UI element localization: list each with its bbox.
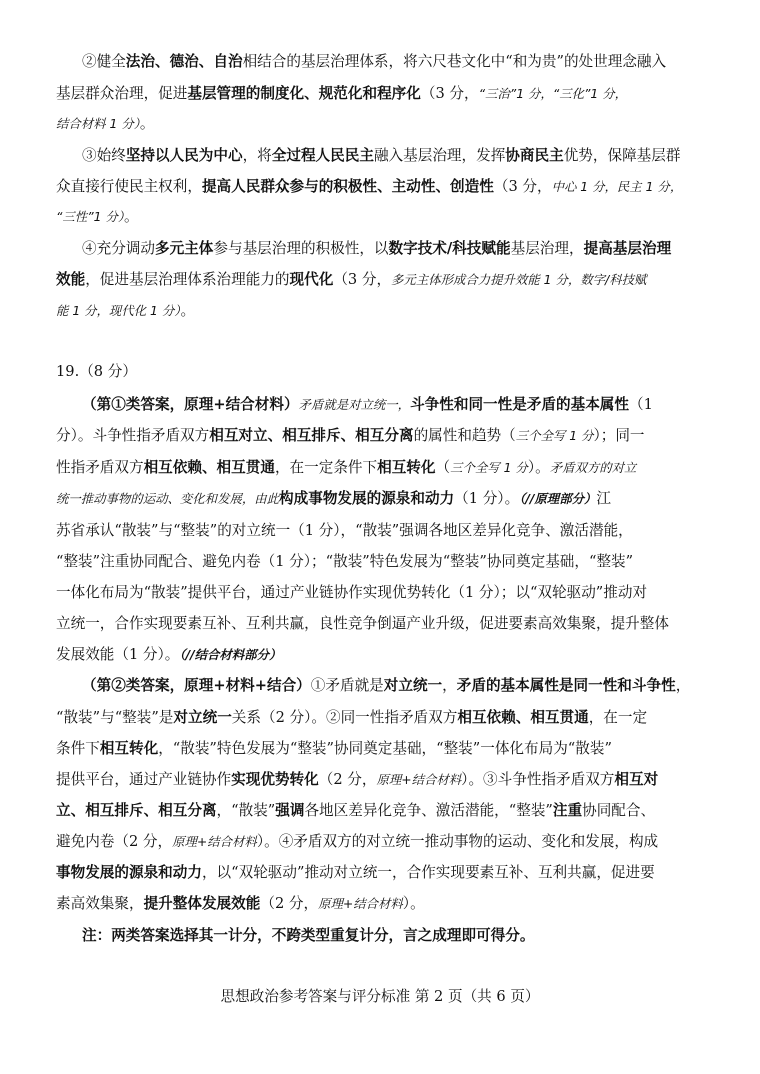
- bold-text: 提高人民群众参与的积极性、主动性、创造性: [201, 178, 494, 195]
- text-line: [0, 832, 760, 852]
- body-text: ①矛盾就是: [310, 677, 384, 694]
- body-text: ，: [442, 677, 457, 694]
- text-line: [0, 146, 760, 166]
- text-line: [0, 614, 760, 634]
- bold-text: 提升整体发展效能: [143, 895, 261, 912]
- body-text: 。: [139, 115, 155, 132]
- text-line: [0, 458, 760, 478]
- body-text: 发展效能（1 分）。: [56, 646, 180, 663]
- page-footer: 思想政治参考答案与评分标准 第 2 页（共 6 页）: [220, 988, 540, 1005]
- body-text: 的属性和趋势（: [413, 427, 516, 444]
- body-text: ，在一定条件下: [274, 459, 378, 476]
- body-text: 融入基层治理，发挥: [373, 147, 506, 164]
- body-text: ②健全: [82, 53, 126, 70]
- bold-text: 注重: [552, 802, 583, 819]
- note-text: 中心 1 分，民主 1 分，: [551, 179, 683, 194]
- note-text: “三性”1 分）: [56, 209, 125, 224]
- text-line: [0, 894, 760, 914]
- body-text: 19.（8 分）: [56, 363, 137, 380]
- text-line: [0, 926, 760, 946]
- bold-text: 多元主体: [154, 240, 214, 257]
- body-text: （2 分，: [318, 771, 377, 788]
- body-text: ，促进基层治理体系治理能力的: [85, 271, 290, 288]
- bold-text: 对立统一: [173, 709, 232, 726]
- body-text: 。: [180, 302, 196, 319]
- body-text: （2 分，: [260, 895, 319, 912]
- text-line: [0, 114, 760, 134]
- bold-text: 提高基层治理: [583, 240, 672, 257]
- note-text: 能 1 分，现代化 1 分）: [56, 303, 181, 318]
- bold-text: 强调: [275, 802, 305, 819]
- body-text: ，“散装”: [216, 802, 276, 819]
- text-line: [0, 426, 760, 446]
- body-text: 参与基层治理的积极性，以: [213, 240, 389, 257]
- body-text: 提供平台，通过产业链协作: [56, 771, 232, 788]
- text-line: [0, 395, 760, 415]
- bold-text: 相互转化: [99, 740, 159, 757]
- bold-text: 相互依赖、相互贯通: [143, 459, 275, 476]
- text-line: [0, 645, 760, 665]
- body-text: （1 分）。: [454, 490, 520, 507]
- bold-text: （第②类答案，原理+材料+结合）: [82, 677, 311, 694]
- bold-text: 事物发展的源泉和动力: [56, 864, 202, 881]
- note-text: 矛盾双方的对立: [549, 460, 637, 475]
- text-line: [0, 676, 760, 696]
- text-line: [0, 207, 760, 227]
- bold-text: 立、相互排斥、相互分离: [56, 802, 217, 819]
- body-text: （3 分，: [333, 271, 392, 288]
- text-line: [0, 521, 760, 541]
- note-text: “三治”1 分，“三化”1 分，: [478, 86, 628, 101]
- bold-text: 实现优势转化: [231, 771, 319, 788]
- bold-text: 全过程人民民主: [271, 147, 374, 164]
- body-text: ）；同一: [593, 427, 645, 444]
- body-text: ）。: [402, 895, 425, 912]
- body-text: 江: [596, 490, 611, 507]
- note-text: 结合材料 1 分）: [56, 116, 140, 131]
- text-line: [0, 863, 760, 883]
- body-text: ）。: [527, 459, 550, 476]
- body-text: ，“散装”特色发展为“整装”协同奠定基础，“整装”一体化布局为“散装”: [158, 740, 612, 757]
- body-text: 一体化布局为“散装”提供平台，通过产业链协作实现优势转化（1 分）；以“双轮驱动”推动对: [56, 584, 648, 601]
- note-text: 原理+结合材料: [172, 834, 257, 849]
- body-text: ，以“双轮驱动”推动对立统一，合作实现要素互补、互利共赢，促进要: [201, 864, 655, 881]
- body-text: ，: [675, 677, 691, 694]
- body-text: 性指矛盾双方: [56, 459, 144, 476]
- body-text: 基层群众治理，促进: [56, 85, 188, 102]
- body-text: （3 分，: [420, 85, 479, 102]
- note-text: 矛盾就是对立统一，: [298, 397, 411, 412]
- bold-text: 矛盾的基本属性是同一性和斗争性: [456, 677, 676, 694]
- bold-text: 坚持以人民为中心: [125, 147, 243, 164]
- body-text: 关系（2 分）。②同一性指矛盾双方: [231, 709, 458, 726]
- body-text: （3 分，: [493, 178, 552, 195]
- text-line: [0, 489, 760, 509]
- body-text: 分）。斗争性指矛盾双方: [56, 427, 210, 444]
- bold-text: 构成事物发展的源泉和动力: [279, 490, 455, 507]
- body-text: “散装”与“整装”是: [56, 709, 174, 726]
- text-line: [0, 301, 760, 321]
- bold-text: 对立统一: [383, 677, 443, 694]
- body-text: 优势，保障基层群: [563, 147, 681, 164]
- bold-text: 相互对立、相互排斥、相互分离: [209, 427, 414, 444]
- body-text: ，将: [242, 147, 272, 164]
- bold-text: 协商民主: [505, 147, 564, 164]
- bold-text: 相互对: [614, 771, 659, 788]
- body-text: ）。③斗争性指矛盾双方: [461, 771, 615, 788]
- body-text: 避免内卷（2 分，: [56, 833, 173, 850]
- text-line: [0, 84, 760, 104]
- note-text: 多元主体形成合力提升效能 1 分，数字/科技赋: [391, 272, 647, 287]
- bold-text: 法治、德治、自治: [125, 53, 243, 70]
- bold-text: 斗争性和同一性是矛盾的基本属性: [410, 396, 629, 413]
- note-text: （//结合材料部分）: [179, 647, 282, 662]
- text-line: [0, 708, 760, 728]
- body-text: 立统一，合作实现要素互补、互利共赢，良性竞争倒逼产业升级，促进要素高效集聚，提升整体: [56, 615, 669, 632]
- text-line: [0, 739, 760, 759]
- body-text: 各地区差异化竞争、激活潜能，“整装”: [304, 802, 553, 819]
- body-text: 相结合的基层治理体系，将六尺巷文化中“和为贵”的处世理念融入: [242, 53, 667, 70]
- text-line: [0, 770, 760, 790]
- body-text: ④充分调动: [82, 240, 155, 257]
- body-text: ，在一定: [588, 709, 648, 726]
- note-text: 三个全写 1 分: [450, 460, 528, 475]
- note-text: （//原理部分）: [519, 491, 597, 506]
- bold-text: 效能: [56, 271, 86, 288]
- bold-text: 基层管理的制度化、规范化和程序化: [187, 85, 421, 102]
- body-text: 。: [124, 208, 139, 225]
- text-line: [0, 801, 760, 821]
- body-text: 条件下: [56, 740, 100, 757]
- bold-text: 现代化: [289, 271, 334, 288]
- body-text: 众直接行使民主权利，: [56, 178, 202, 195]
- text-line: [0, 583, 760, 603]
- body-text: ）。④矛盾双方的对立统一推动事物的运动、变化和发展，构成: [256, 833, 659, 850]
- bold-text: （第①类答案，原理+结合材料）: [82, 396, 299, 413]
- body-text: 协同配合、: [582, 802, 656, 819]
- note-text: 原理+结合材料: [318, 896, 403, 911]
- body-text: “整装”注重协同配合、避免内卷（1 分）；“散装”特色发展为“整装”协同奠定基础，“整装”: [56, 553, 634, 570]
- text-line: [0, 270, 760, 290]
- bold-text: 注：两类答案选择其一计分，不跨类型重复计分，言之成理即可得分。: [82, 927, 535, 944]
- text-line: [0, 239, 760, 259]
- body-text: （1: [628, 396, 653, 413]
- body-text: 基层治理，: [510, 240, 584, 257]
- text-line: [0, 362, 760, 382]
- body-text: ③始终: [82, 147, 126, 164]
- body-text: 苏省承认“散装”与“整装”的对立统一（1 分），“散装”强调各地区差异化竞争、激活潜能，: [56, 522, 633, 539]
- body-text: （: [435, 459, 451, 476]
- bold-text: 相互转化: [377, 459, 436, 476]
- bold-text: 数字技术/科技赋能: [388, 240, 511, 257]
- note-text: 统一推动事物的运动、变化和发展，由此: [56, 491, 280, 506]
- body-text: 素高效集聚，: [56, 895, 144, 912]
- text-line: [0, 177, 760, 197]
- text-line: [0, 52, 760, 72]
- note-text: 原理+结合材料: [376, 772, 462, 787]
- text-line: [0, 552, 760, 572]
- bold-text: 相互依赖、相互贯通: [457, 709, 589, 726]
- note-text: 三个全写 1 分: [515, 428, 594, 443]
